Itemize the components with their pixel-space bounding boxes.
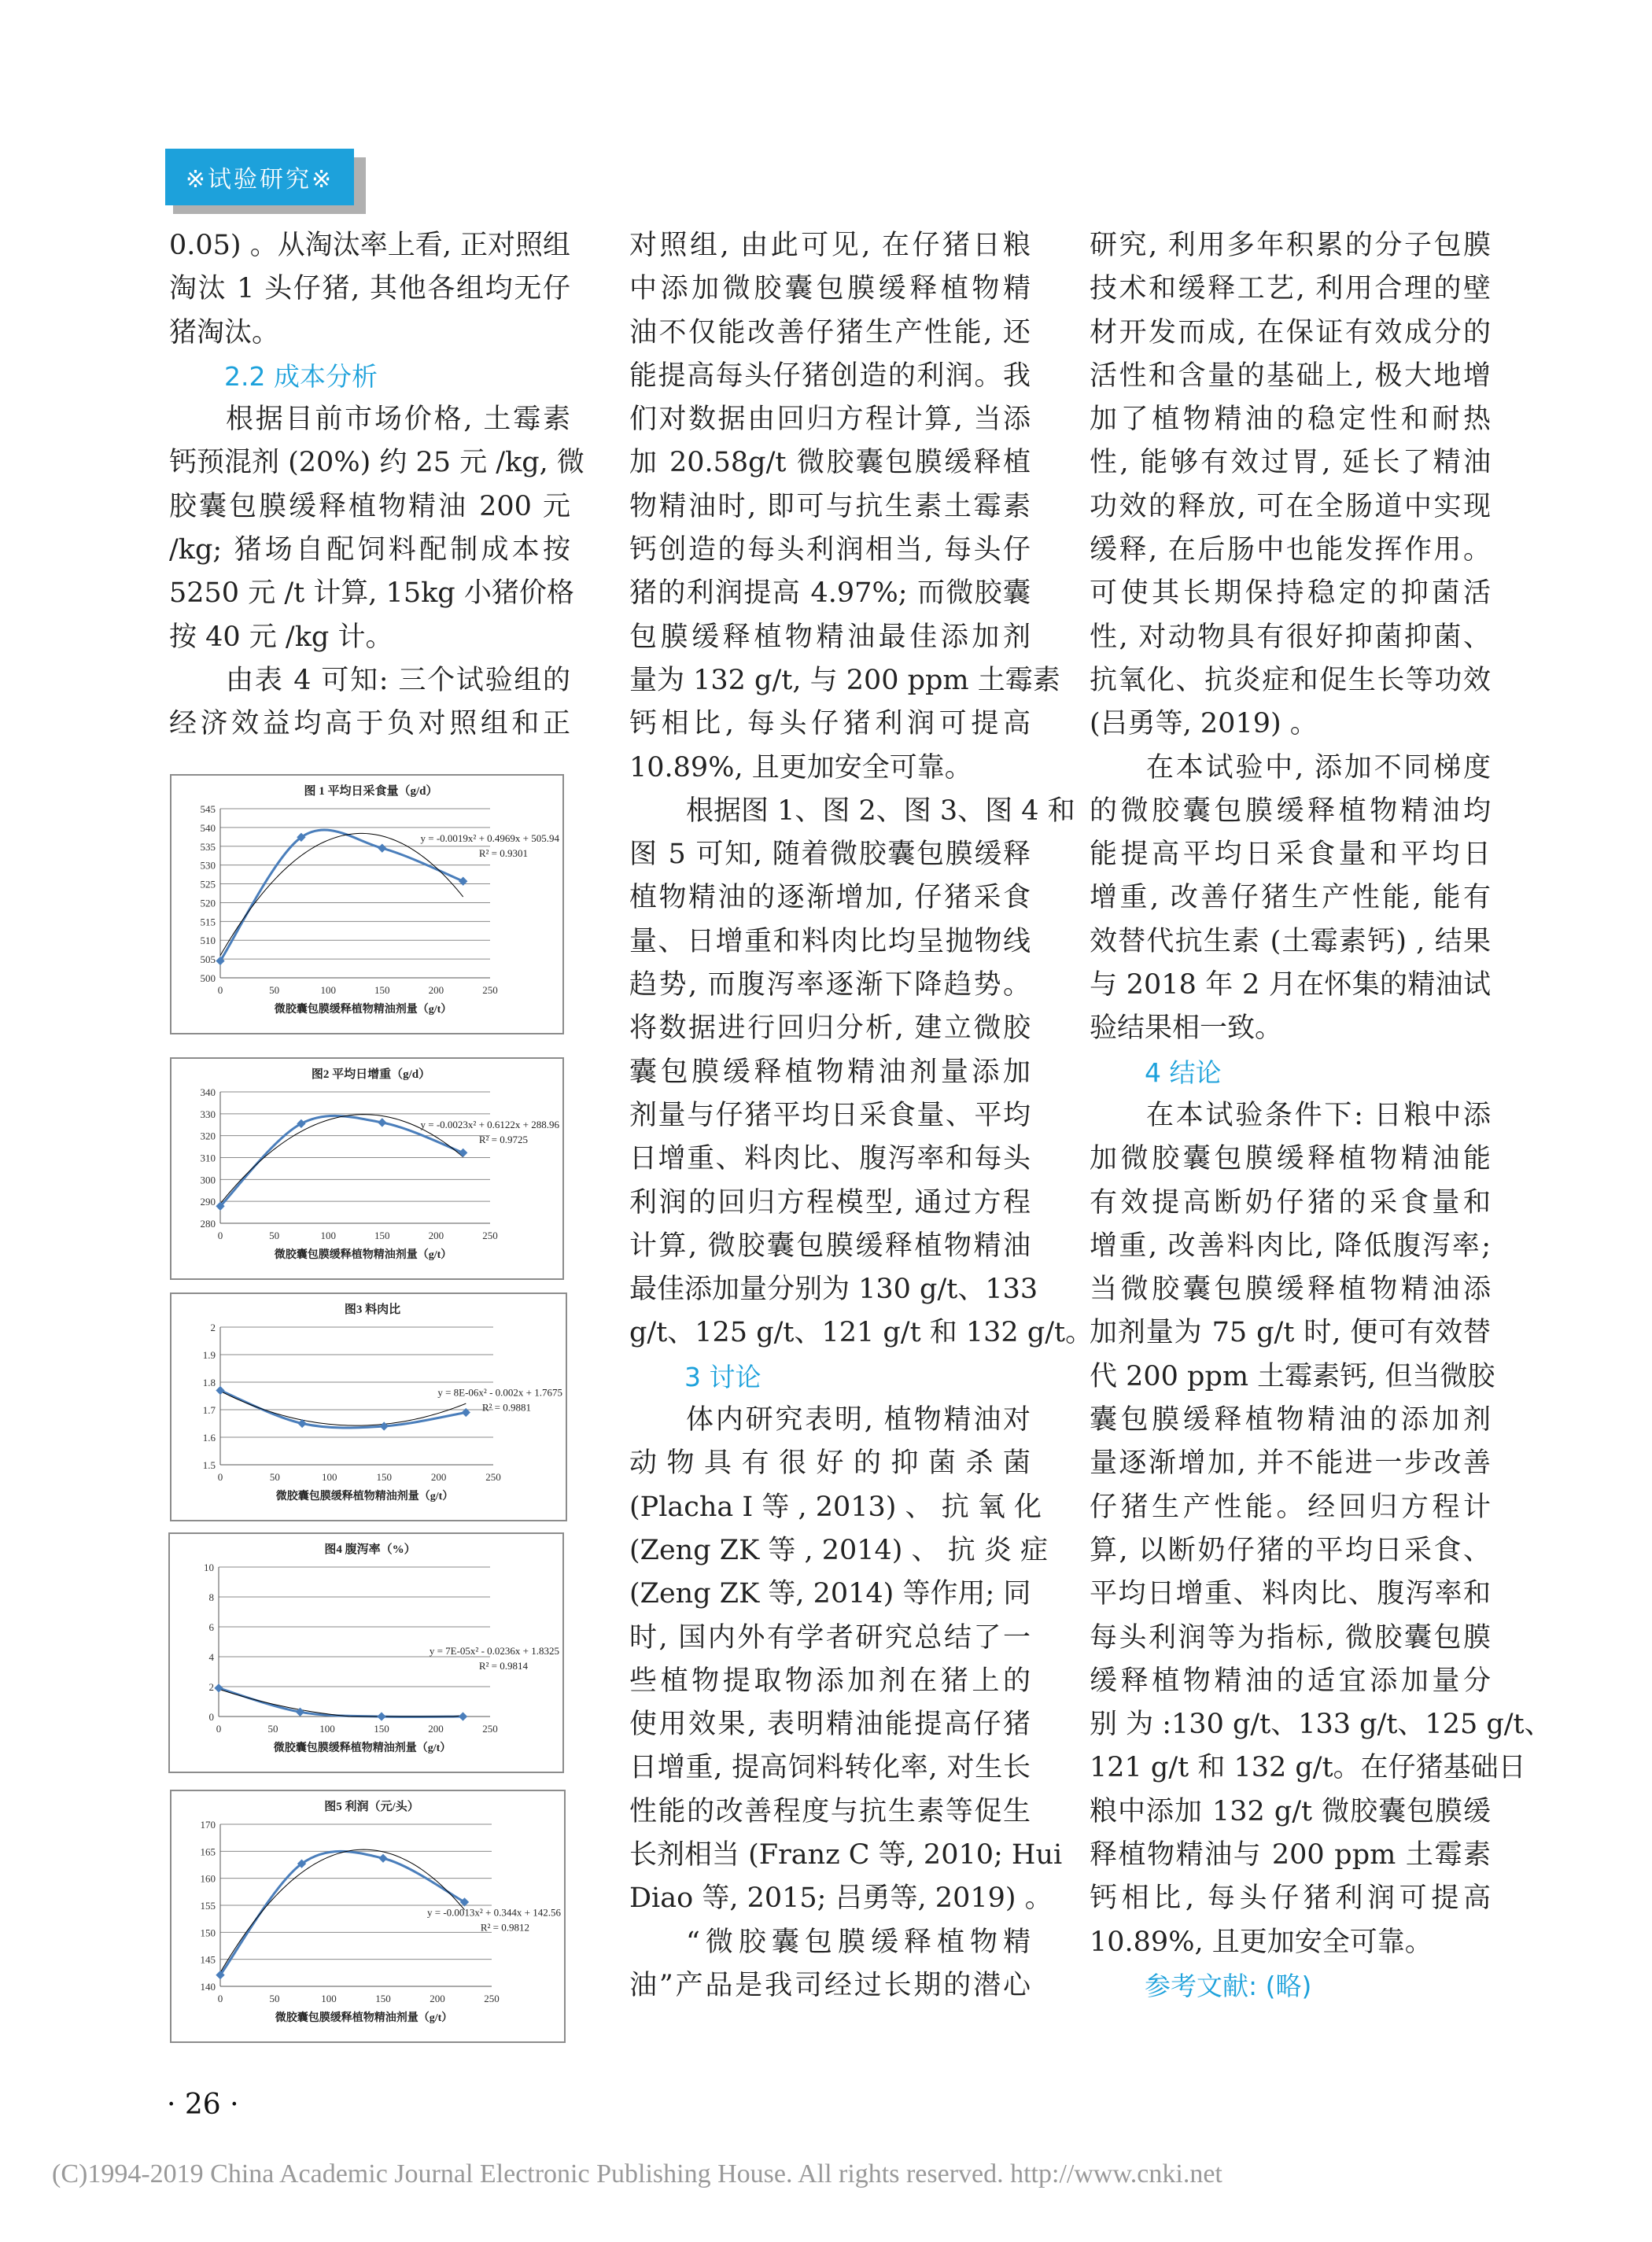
y-tick-label: 510 — [200, 935, 216, 947]
paragraph — [1090, 224, 1491, 747]
text-line: 钙创造的每头利润相当, 每头仔 — [629, 534, 1031, 566]
x-tick-label: 50 — [267, 1723, 278, 1735]
y-tick-label: 1.9 — [202, 1349, 216, 1361]
x-tick-label: 50 — [269, 1230, 280, 1241]
y-tick-label: 320 — [200, 1130, 216, 1142]
text-line: 油不仅能改善仔猪生产性能, 还 — [629, 316, 1031, 348]
text-line: 动 物 具 有 很 好 的 抑 菌 杀 菌 — [629, 1447, 1031, 1480]
y-tick-label: 155 — [200, 1900, 216, 1912]
data-point — [459, 877, 467, 886]
x-tick-label: 50 — [269, 1471, 280, 1483]
text-line: 加了植物精油的稳定性和耐热 — [1090, 404, 1491, 436]
text-line: 利润的回归方程模型, 通过方程 — [629, 1186, 1031, 1219]
paragraph — [629, 1399, 1063, 1921]
text-line: 5250 元 /t 计算, 15kg 小猪价格 — [169, 577, 574, 610]
y-tick-label: 6 — [208, 1621, 214, 1633]
text-line: 些植物提取物添加剂在猪上的 — [629, 1665, 1031, 1697]
x-tick-label: 150 — [376, 1471, 392, 1483]
y-tick-label: 150 — [200, 1927, 216, 1939]
y-tick-label: 1.8 — [202, 1377, 216, 1388]
x-tick-label: 0 — [217, 984, 223, 996]
text-line: 在本试验中, 添加不同梯度 — [1146, 751, 1491, 784]
chart-title: 图5 利润（元/头） — [324, 1801, 419, 1813]
x-axis-label: 微胶囊包膜缓释植物精油剂量（g/t） — [274, 1249, 452, 1261]
text-line: 性能的改善程度与抗生素等促生 — [629, 1795, 1031, 1827]
text-line: 可使其长期保持稳定的抑菌活 — [1090, 577, 1491, 610]
series-line — [220, 830, 463, 961]
y-tick-label: 8 — [208, 1591, 214, 1603]
y-tick-label: 2 — [208, 1681, 214, 1693]
text-line: 根据图 1、图 2、图 3、图 4 和 — [686, 795, 1075, 827]
x-tick-label: 100 — [320, 1230, 336, 1241]
x-tick-label: 0 — [217, 1230, 223, 1241]
text-line: 增重, 改善料肉比, 降低腹泻率; — [1090, 1230, 1491, 1262]
y-tick-label: 170 — [200, 1819, 216, 1831]
data-point — [377, 1712, 385, 1720]
y-tick-label: 4 — [208, 1651, 214, 1663]
y-tick-label: 340 — [200, 1086, 216, 1098]
paragraph — [629, 790, 1093, 1355]
chart-2-daily-weight-gain — [170, 1057, 564, 1280]
x-tick-label: 150 — [374, 984, 390, 996]
y-tick-label: 160 — [200, 1872, 216, 1885]
data-point — [459, 1712, 467, 1720]
text-line: 平均日增重、料肉比、腹泻率和 — [1090, 1578, 1491, 1610]
data-point — [214, 1683, 223, 1692]
text-line: 猪淘汰。 — [169, 316, 280, 348]
text-line: 代 200 ppm 土霉素钙, 但当微胶 — [1090, 1360, 1495, 1392]
paragraph — [169, 224, 570, 355]
text-line: 增重, 改善仔猪生产性能, 能有 — [1090, 882, 1491, 914]
r-squared: R² = 0.9814 — [478, 1660, 528, 1672]
trendline-equation: y = -0.0023x² + 0.6122x + 288.96 — [420, 1118, 559, 1130]
text-line: 时, 国内外有学者研究总结了一 — [629, 1621, 1031, 1654]
text-line: /kg; 猪场自配饲料配制成本按 — [169, 534, 570, 566]
chart-4-diarrhea-rate — [168, 1532, 564, 1773]
y-tick-label: 165 — [200, 1846, 216, 1858]
text-line: 缓释, 在后肠中也能发挥作用。 — [1090, 534, 1491, 566]
data-point — [380, 1422, 389, 1430]
text-line: 钙相比, 每头仔猪利润可提高 — [1090, 1882, 1491, 1915]
chart-svg — [171, 776, 562, 1033]
chart-5-profit — [170, 1790, 566, 2043]
text-line: 钙预混剂 (20%) 约 25 元 /kg, 微 — [169, 447, 584, 479]
chart-title: 图4 腹泻率（%） — [324, 1543, 416, 1556]
y-tick-label: 535 — [200, 840, 216, 853]
chart-svg — [171, 1791, 564, 2041]
x-tick-label: 100 — [319, 1723, 335, 1735]
text-line: 将数据进行回归分析, 建立微胶 — [629, 1012, 1031, 1045]
trendline-equation: y = 8E-06x² - 0.002x + 1.7675 — [437, 1386, 562, 1399]
text-line: 活性和含量的基础上, 极大地增 — [1090, 360, 1491, 392]
x-axis-label: 微胶囊包膜缓释植物精油剂量（g/t） — [275, 2012, 453, 2024]
x-tick-label: 200 — [428, 1723, 444, 1735]
text-line: 加微胶囊包膜缓释植物精油能 — [1090, 1143, 1491, 1175]
text-line: 121 g/t 和 132 g/t。在仔猪基础日 — [1090, 1752, 1526, 1784]
text-line: 的微胶囊包膜缓释植物精油均 — [1090, 795, 1491, 827]
text-line: 钙相比, 每头仔猪利润可提高 — [629, 708, 1031, 740]
paragraph — [629, 1921, 1031, 2008]
r-squared: R² = 0.9725 — [478, 1133, 528, 1145]
x-tick-label: 250 — [482, 1230, 498, 1241]
text-line: 中添加微胶囊包膜缓释植物精 — [629, 273, 1031, 305]
y-tick-label: 0 — [208, 1711, 214, 1723]
paragraph — [1090, 747, 1491, 1051]
trendline-equation: y = -0.0013x² + 0.344x + 142.56 — [427, 1906, 561, 1919]
y-tick-label: 310 — [200, 1152, 216, 1164]
x-tick-label: 100 — [320, 984, 336, 996]
text-line: 量、日增重和料肉比均呈抛物线 — [629, 925, 1031, 957]
y-tick-label: 300 — [200, 1174, 216, 1186]
x-tick-label: 250 — [482, 984, 498, 996]
chart-title: 图3 料肉比 — [344, 1304, 401, 1316]
text-line: 在本试验条件下: 日粮中添 — [1146, 1099, 1491, 1131]
y-tick-label: 2 — [210, 1322, 216, 1333]
text-line: 囊包膜缓释植物精油剂量添加 — [629, 1056, 1031, 1088]
y-tick-label: 1.6 — [202, 1432, 216, 1444]
paragraph — [1090, 1094, 1552, 1964]
text-line: (Zeng ZK 等, 2014) 等作用; 同 — [629, 1578, 1031, 1610]
text-line: 经济效益均高于负对照组和正 — [169, 708, 570, 740]
x-axis-label: 微胶囊包膜缓释植物精油剂量（g/t） — [273, 1742, 452, 1754]
text-line: 植物精油的逐渐增加, 仔猪采食 — [629, 882, 1031, 914]
x-tick-label: 250 — [484, 1993, 500, 2004]
chart-svg — [170, 1534, 562, 1772]
y-tick-label: 500 — [200, 972, 216, 984]
text-line: 包膜缓释植物精油最佳添加剂 — [629, 621, 1031, 653]
text-line: 由表 4 可知: 三个试验组的 — [226, 664, 570, 696]
left-column — [169, 224, 584, 747]
section-heading-2-2: 2.2 成本分析 — [224, 360, 378, 392]
r-squared: R² = 0.9881 — [481, 1401, 531, 1414]
references-heading: 参考文献: (略) — [1145, 1970, 1312, 2001]
text-line: 能提高平均日采食量和平均日 — [1090, 839, 1491, 871]
text-line: 缓释植物精油的适宜添加量分 — [1090, 1665, 1491, 1697]
text-line: 验结果相一致。 — [1090, 1012, 1283, 1045]
y-tick-label: 540 — [200, 821, 216, 834]
copyright-footer: (C)1994-2019 China Academic Journal Electronic Publishing House. All rights reserved. http://www.cnki.net — [52, 2159, 1222, 2189]
r-squared: R² = 0.9301 — [478, 846, 528, 859]
text-line: 抗氧化、抗炎症和促生长等功效 — [1090, 664, 1491, 696]
series-line — [219, 1688, 463, 1717]
data-point — [378, 1854, 387, 1863]
y-tick-label: 1.5 — [202, 1459, 216, 1471]
x-tick-label: 0 — [217, 1471, 223, 1483]
text-line: 技术和缓释工艺, 利用合理的壁 — [1090, 273, 1491, 305]
right-column — [1090, 224, 1552, 2008]
paragraph — [169, 398, 584, 659]
x-tick-label: 0 — [217, 1993, 223, 2004]
y-tick-label: 530 — [200, 859, 216, 872]
y-tick-label: 545 — [200, 803, 216, 815]
text-line: 物精油时, 即可与抗生素土霉素 — [629, 490, 1031, 522]
text-line: 0.05) 。从淘汰率上看, 正对照组 — [169, 230, 570, 261]
text-line: 根据目前市场价格, 土霉素 — [226, 404, 570, 436]
x-tick-label: 200 — [430, 1471, 447, 1483]
x-tick-label: 200 — [428, 1230, 444, 1241]
text-line: 趋势, 而腹泻率逐渐下降趋势。 — [629, 969, 1031, 1001]
text-line: (吕勇等, 2019) 。 — [1090, 708, 1318, 740]
text-line: 与 2018 年 2 月在怀集的精油试 — [1090, 969, 1491, 1001]
y-tick-label: 1.7 — [202, 1404, 216, 1416]
section-badge: ※试验研究※ — [165, 149, 354, 205]
x-tick-label: 100 — [322, 1471, 337, 1483]
text-line: 剂量与仔猪平均日采食量、平均 — [629, 1099, 1031, 1131]
chart-3-feed-to-meat-ratio — [170, 1292, 567, 1521]
text-line: 每头利润等为指标, 微胶囊包膜 — [1090, 1621, 1491, 1654]
text-line: 图 5 可知, 随着微胶囊包膜缓释 — [629, 839, 1031, 871]
series-line — [220, 1391, 466, 1428]
text-line: 材开发而成, 在保证有效成分的 — [1090, 316, 1491, 348]
paragraph — [629, 224, 1060, 790]
chart-svg — [171, 1294, 566, 1520]
text-line: 有效提高断奶仔猪的采食量和 — [1090, 1186, 1491, 1219]
y-tick-label: 520 — [200, 897, 216, 909]
paragraph — [169, 659, 570, 747]
text-line: 粮中添加 132 g/t 微胶囊包膜缓 — [1090, 1795, 1491, 1827]
trendline-equation: y = -0.0019x² + 0.4969x + 505.94 — [420, 832, 559, 844]
text-line: 仔猪生产性能。经回归方程计 — [1090, 1491, 1491, 1523]
data-point — [216, 1386, 224, 1395]
text-line: 研究, 利用多年积累的分子包膜 — [1090, 230, 1491, 261]
y-tick-label: 290 — [200, 1196, 216, 1208]
trendline — [219, 1689, 463, 1717]
text-line: 体内研究表明, 植物精油对 — [686, 1404, 1031, 1436]
text-line: 加 20.58g/t 微胶囊包膜缓释植 — [629, 447, 1031, 479]
text-line: 淘汰 1 头仔猪, 其他各组均无仔 — [169, 273, 570, 305]
text-line: 囊包膜缓释植物精油的添加剂 — [1090, 1404, 1491, 1436]
data-point — [378, 1118, 386, 1127]
text-line: 最佳添加量分别为 130 g/t、133 — [629, 1274, 1038, 1306]
data-point — [378, 844, 386, 853]
text-line: 胶囊包膜缓释植物精油 200 元 — [169, 490, 570, 522]
x-tick-label: 150 — [374, 1723, 389, 1735]
text-line: 功效的释放, 可在全肠道中实现 — [1090, 490, 1491, 522]
text-line: 日增重、料肉比、腹泻率和每头 — [629, 1143, 1031, 1175]
text-line: 10.89%, 且更加安全可靠。 — [629, 751, 972, 784]
middle-column — [629, 224, 1093, 2008]
text-line: 算, 以断奶仔猪的平均日采食、 — [1090, 1534, 1491, 1566]
x-axis-label: 微胶囊包膜缓释植物精油剂量（g/t） — [275, 1491, 454, 1503]
data-point — [459, 1149, 467, 1157]
text-line: g/t、125 g/t、121 g/t 和 132 g/t。 — [629, 1317, 1093, 1349]
text-line: 使用效果, 表明精油能提高仔猪 — [629, 1709, 1031, 1741]
y-tick-label: 140 — [200, 1981, 216, 1993]
x-tick-label: 250 — [485, 1471, 501, 1483]
text-line: 10.89%, 且更加安全可靠。 — [1090, 1926, 1433, 1958]
text-line: 别 为 :130 g/t、133 g/t、125 g/t、 — [1090, 1709, 1552, 1741]
x-tick-label: 200 — [430, 1993, 445, 2004]
text-line: 释植物精油与 200 ppm 土霉素 — [1090, 1838, 1491, 1871]
chart-svg — [171, 1059, 562, 1278]
text-line: Diao 等, 2015; 吕勇等, 2019) 。 — [629, 1882, 1053, 1915]
text-line: 猪的利润提高 4.97%; 而微胶囊 — [629, 577, 1031, 610]
chart-title: 图 1 平均日采食量（g/d） — [304, 785, 438, 798]
text-line: 日增重, 提高饲料转化率, 对生长 — [629, 1752, 1031, 1784]
x-axis-label: 微胶囊包膜缓释植物精油剂量（g/t） — [274, 1004, 452, 1016]
text-line: 能提高每头仔猪创造的利润。我 — [629, 360, 1031, 392]
y-tick-label: 280 — [200, 1218, 216, 1230]
text-line: (Placha I 等 , 2013) 、 抗 氧 化 — [629, 1491, 1042, 1523]
text-line: 性, 能够有效过胃, 延长了精油 — [1090, 447, 1491, 479]
section-heading-4: 4 结论 — [1145, 1056, 1222, 1088]
y-tick-label: 10 — [204, 1562, 214, 1573]
page-number: · 26 · — [167, 2089, 239, 2121]
y-tick-label: 525 — [200, 878, 216, 891]
text-line: 加剂量为 75 g/t 时, 便可有效替 — [1090, 1317, 1491, 1349]
x-tick-label: 200 — [428, 984, 444, 996]
text-line: “微胶囊包膜缓释植物精 — [686, 1926, 1031, 1958]
text-line: 当微胶囊包膜缓释植物精油添 — [1090, 1274, 1491, 1306]
y-tick-label: 505 — [200, 953, 216, 966]
x-tick-label: 250 — [482, 1723, 498, 1735]
y-tick-label: 330 — [200, 1108, 216, 1120]
text-line: 油”产品是我司经过长期的潜心 — [629, 1969, 1031, 2001]
text-line: 性, 对动物具有很好抑菌抑菌、 — [1090, 621, 1491, 653]
text-line: 量逐渐增加, 并不能进一步改善 — [1090, 1447, 1491, 1480]
x-tick-label: 100 — [321, 1993, 337, 2004]
y-tick-label: 145 — [200, 1953, 216, 1966]
text-line: 们对数据由回归方程计算, 当添 — [629, 404, 1031, 436]
x-tick-label: 50 — [269, 1993, 280, 2004]
x-tick-label: 0 — [216, 1723, 222, 1735]
text-line: (Zeng ZK 等 , 2014) 、 抗 炎 症 — [629, 1534, 1048, 1566]
section-heading-3: 3 讨论 — [684, 1361, 761, 1392]
text-line: 对照组, 由此可见, 在仔猪日粮 — [629, 230, 1031, 261]
x-tick-label: 50 — [269, 984, 280, 996]
r-squared: R² = 0.9812 — [480, 1921, 529, 1934]
chart-1-daily-feed-intake — [170, 774, 564, 1034]
text-line: 效替代抗生素 (土霉素钙) , 结果 — [1090, 925, 1491, 957]
chart-title: 图2 平均日增重（g/d） — [311, 1068, 431, 1081]
x-tick-label: 150 — [374, 1230, 390, 1241]
trendline-equation: y = 7E-05x² - 0.0236x + 1.8325 — [429, 1645, 559, 1657]
y-tick-label: 515 — [200, 916, 216, 928]
text-line: 长剂相当 (Franz C 等, 2010; Hui — [629, 1838, 1063, 1871]
x-tick-label: 150 — [375, 1993, 391, 2004]
text-line: 计算, 微胶囊包膜缓释植物精油 — [629, 1230, 1031, 1262]
text-line: 按 40 元 /kg 计。 — [169, 621, 393, 653]
text-line: 量为 132 g/t, 与 200 ppm 土霉素 — [629, 664, 1060, 696]
